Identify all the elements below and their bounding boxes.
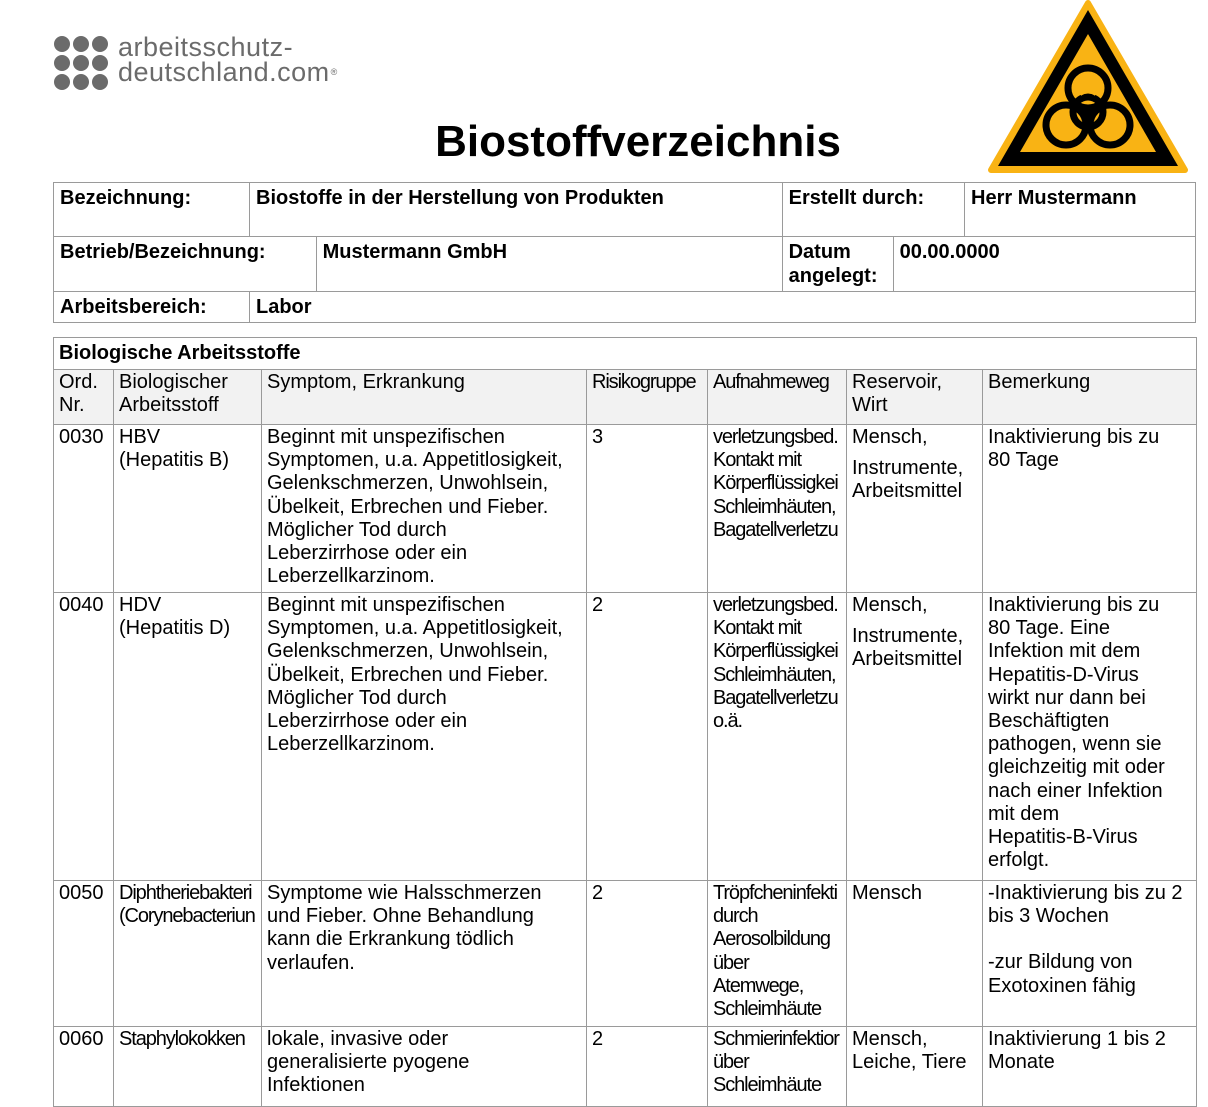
cell-reservoir (847, 425, 983, 593)
cell-line: Bagatellverletzu (713, 686, 838, 709)
bezeichnung-value: Biostoffe in der Herstellung von Produkten (250, 183, 783, 237)
cell-line: erfolgt. (988, 849, 1050, 872)
column-header-line: Biologischer (119, 371, 228, 393)
cell-line: Kontakt mit (713, 617, 801, 640)
cell-stoff (114, 593, 262, 881)
cell-line: 2 (592, 1028, 604, 1050)
cell-line: Mensch (852, 882, 923, 904)
column-header-bemerkung (983, 370, 1197, 425)
cell-line: durch (713, 905, 758, 928)
cell-line: Schleimhäute (713, 998, 821, 1021)
cell-line: Atemwege, (713, 974, 804, 997)
cell-line: Inaktivierung 1 bis 2 (988, 1028, 1166, 1050)
cell-line (988, 928, 1191, 951)
cell-line: lokale, invasive oder (267, 1028, 449, 1050)
cell-line: Gelenkschmerzen, Unwohlsein, (267, 640, 549, 663)
cell-line: Diphtheriebakteri (119, 882, 252, 904)
cell-line: Leberzellkarzinom. (267, 565, 435, 588)
column-header-stoff (114, 370, 262, 425)
biostoff-table (53, 337, 1197, 1107)
cell-risiko (587, 425, 708, 593)
cell-line: bis 3 Wochen (988, 905, 1109, 928)
cell-line: Aerosolbildung (713, 928, 830, 951)
cell-stoff (114, 881, 262, 1027)
column-header-line: Risikogruppe (592, 371, 696, 393)
cell-line: 0060 (59, 1028, 104, 1050)
logo-line-1: arbeitsschutz- (118, 32, 294, 62)
cell-line: Leberzirrhose oder ein (267, 710, 468, 733)
cell-line: Übelkeit, Erbrechen und Fieber. (267, 495, 549, 518)
section-title: Biologische Arbeitsstoffe (54, 338, 1197, 370)
cell-line: Körperflüssigkei (713, 640, 838, 663)
cell-line: Instrumente, (852, 457, 964, 480)
cell-line: 2 (592, 882, 604, 904)
cell-line: Leberzellkarzinom. (267, 733, 435, 756)
cell-line: 0040 (59, 594, 104, 616)
cell-line: Übelkeit, Erbrechen und Fieber. (267, 663, 549, 686)
cell-line: Leberzirrhose oder ein (267, 542, 468, 565)
info-table (53, 182, 1196, 323)
datum-label (782, 237, 893, 292)
registered-mark: ® (330, 67, 338, 77)
datum-label-line-1: Datum (788, 241, 851, 263)
page-title: Biostoffverzeichnis (435, 117, 841, 166)
erstellt-label: Erstellt durch: (782, 183, 964, 237)
cell-line: Schmierinfektior (713, 1028, 839, 1050)
table-header-row (54, 370, 1197, 425)
cell-line: (Corynebacteriun (119, 905, 255, 928)
cell-line: kann die Erkrankung tödlich (267, 928, 514, 951)
cell-line: 3 (592, 426, 604, 448)
betrieb-value: Mustermann GmbH (316, 237, 782, 292)
cell-line: verletzungsbed. (713, 594, 838, 616)
cell-symptom (262, 881, 587, 1027)
cell-line: Leiche, Tiere (852, 1051, 967, 1074)
cell-line: verlaufen. (267, 951, 355, 974)
logo-dots-icon (54, 36, 108, 90)
datum-label-line-2: angelegt: (788, 265, 878, 287)
cell-line: Beschäftigten (988, 710, 1110, 733)
cell-line: HDV (119, 594, 162, 616)
cell-bemerkung (983, 1027, 1197, 1107)
cell-line: Mensch, (852, 594, 928, 616)
cell-nr (54, 1027, 114, 1107)
table-row (54, 881, 1197, 1027)
column-header-line: Arbeitsstoff (119, 394, 219, 417)
cell-line: Tröpfcheninfekti (713, 882, 837, 904)
table-row (54, 1027, 1197, 1107)
column-header-symptom (262, 370, 587, 425)
logo (54, 32, 338, 90)
cell-line: Symptome wie Halsschmerzen (267, 882, 542, 904)
cell-line: Infektion mit dem (988, 640, 1141, 663)
cell-line: wirkt nur dann bei (988, 686, 1146, 709)
cell-bemerkung (983, 425, 1197, 593)
cell-line: Mensch, (852, 426, 928, 448)
cell-line: o.ä. (713, 710, 742, 733)
cell-line: Schleimhäuten, (713, 663, 836, 686)
logo-text (118, 32, 338, 87)
cell-line: Schleimhäute (713, 1074, 821, 1097)
column-header-reservoir (847, 370, 983, 425)
logo-line-2: deutschland.com (118, 57, 330, 87)
bezeichnung-label: Bezeichnung: (54, 183, 250, 237)
cell-aufnahme (708, 881, 847, 1027)
cell-line: Monate (988, 1051, 1055, 1074)
cell-line: 0050 (59, 882, 104, 904)
cell-line: Bagatellverletzu (713, 518, 838, 541)
cell-line: Symptomen, u.a. Appetitlosigkeit, (267, 449, 563, 472)
cell-line: pathogen, wenn sie (988, 733, 1162, 756)
column-header-aufnahme (708, 370, 847, 425)
column-header-line: Wirt (852, 394, 888, 417)
cell-line: mit dem (988, 802, 1060, 825)
cell-risiko (587, 593, 708, 881)
cell-aufnahme (708, 593, 847, 881)
cell-line: Staphylokokken (119, 1028, 245, 1050)
cell-line: gleichzeitig mit oder (988, 756, 1165, 779)
cell-line: 80 Tage. Eine (988, 617, 1110, 640)
cell-line: Arbeitsmittel (852, 648, 963, 671)
cell-aufnahme (708, 1027, 847, 1107)
cell-line: HBV (119, 426, 161, 448)
cell-line: Beginnt mit unspezifischen (267, 426, 505, 448)
cell-line: Schleimhäuten, (713, 495, 836, 518)
column-header-line: Nr. (59, 394, 85, 417)
arbeitsbereich-label: Arbeitsbereich: (54, 292, 250, 323)
cell-line: Mensch, (852, 1028, 928, 1050)
table-row (54, 593, 1197, 881)
cell-bemerkung (983, 881, 1197, 1027)
cell-line: (Hepatitis B) (119, 449, 230, 472)
erstellt-value: Herr Mustermann (965, 183, 1196, 237)
cell-line: Gelenkschmerzen, Unwohlsein, (267, 472, 549, 495)
cell-line: Arbeitsmittel (852, 480, 963, 503)
cell-line: und Fieber. Ohne Behandlung (267, 905, 534, 928)
cell-symptom (262, 1027, 587, 1107)
cell-aufnahme (708, 425, 847, 593)
cell-reservoir (847, 593, 983, 881)
column-header-line: Symptom, Erkrankung (267, 371, 465, 393)
column-header-nr (54, 370, 114, 425)
cell-line: Inaktivierung bis zu (988, 426, 1160, 448)
column-header-line: Ord. (59, 371, 98, 393)
cell-stoff (114, 425, 262, 593)
cell-line: Möglicher Tod durch (267, 518, 447, 541)
cell-line: -zur Bildung von (988, 951, 1133, 974)
cell-nr (54, 425, 114, 593)
cell-line: Möglicher Tod durch (267, 686, 447, 709)
cell-nr (54, 881, 114, 1027)
cell-line: nach einer Infektion (988, 779, 1163, 802)
cell-line: Instrumente, (852, 625, 964, 648)
cell-line: Exotoxinen fähig (988, 974, 1136, 997)
cell-risiko (587, 1027, 708, 1107)
cell-stoff (114, 1027, 262, 1107)
cell-line: verletzungsbed. (713, 426, 838, 448)
cell-reservoir (847, 1027, 983, 1107)
datum-value: 00.00.0000 (893, 237, 1195, 292)
cell-line: Inaktivierung bis zu (988, 594, 1160, 616)
biohazard-warning-icon (988, 0, 1188, 176)
cell-line: 0030 (59, 426, 104, 448)
betrieb-label: Betrieb/Bezeichnung: (54, 237, 317, 292)
cell-nr (54, 593, 114, 881)
cell-symptom (262, 425, 587, 593)
table-row (54, 425, 1197, 593)
cell-line: über (713, 951, 749, 974)
cell-line: 80 Tage (988, 449, 1059, 472)
cell-line: (Hepatitis D) (119, 617, 231, 640)
arbeitsbereich-value: Labor (250, 292, 1196, 323)
column-header-line: Bemerkung (988, 371, 1091, 393)
cell-risiko (587, 881, 708, 1027)
cell-line: Infektionen (267, 1074, 365, 1097)
cell-line: 2 (592, 594, 604, 616)
cell-line: Kontakt mit (713, 449, 801, 472)
cell-line: Hepatitis-D-Virus (988, 663, 1139, 686)
cell-line: Hepatitis-B-Virus (988, 826, 1138, 849)
column-header-line: Aufnahmeweg (713, 371, 829, 393)
cell-line: Körperflüssigkei (713, 472, 838, 495)
column-header-line: Reservoir, (852, 371, 943, 393)
cell-reservoir (847, 881, 983, 1027)
cell-bemerkung (983, 593, 1197, 881)
column-header-risiko (587, 370, 708, 425)
cell-line: -Inaktivierung bis zu 2 (988, 882, 1183, 904)
cell-line: Beginnt mit unspezifischen (267, 594, 505, 616)
cell-line: Symptomen, u.a. Appetitlosigkeit, (267, 617, 563, 640)
cell-symptom (262, 593, 587, 881)
cell-line: generalisierte pyogene (267, 1051, 470, 1074)
cell-line: über (713, 1051, 749, 1074)
